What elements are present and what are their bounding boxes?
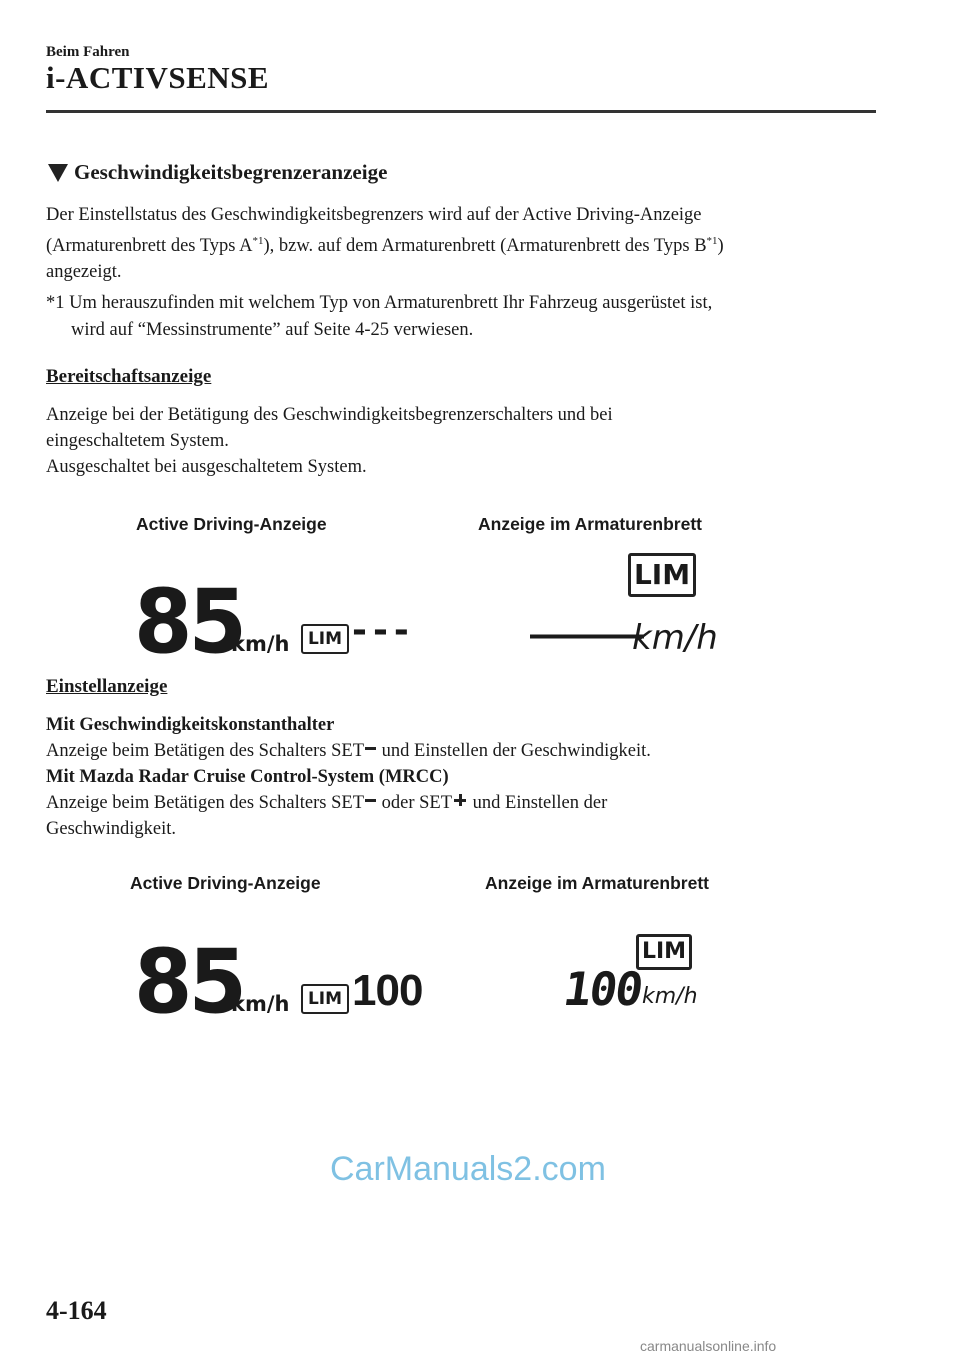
figure2-caption-right: Anzeige im Armaturenbrett	[485, 873, 709, 893]
figure2-right-lim-badge: LIM	[636, 934, 692, 970]
setting-line: Anzeige beim Betätigen des Schalters SET und Einstellen der Geschwindigkeit.	[46, 741, 651, 761]
figure1-right-value: ———	[530, 612, 641, 656]
section-title: i-ACTIVSENSE	[46, 60, 270, 95]
footnote-line: *1 Um herauszufinden mit welchem Typ von Armaturenbrett Ihr Fahrzeug ausgerüstet ist,	[46, 293, 713, 313]
figure1-right-unit: km/h	[632, 618, 718, 658]
setting-paragraph	[46, 712, 876, 842]
heading	[46, 160, 387, 185]
figure1-right-lim-badge: LIM	[628, 553, 696, 597]
footer-watermark: carmanualsonline.info	[640, 1338, 777, 1354]
setting-subheading: Mit Geschwindigkeitskonstanthalter	[46, 715, 335, 735]
figure2-caption-left: Active Driving-Anzeige	[130, 873, 321, 893]
standby-line: Anzeige bei der Betätigung des Geschwindigkeitsbegrenzerschalters und bei	[46, 405, 613, 425]
intro-paragraph	[46, 202, 876, 285]
figure1-unit: km/h	[231, 632, 290, 656]
figure2-speed: 85	[134, 930, 243, 1034]
intro-line: angezeigt.	[46, 262, 122, 283]
figure2-set-value: 100	[352, 966, 423, 1015]
standby-title: Bereitschaftsanzeige	[46, 366, 212, 387]
standby-line: eingeschaltetem System.	[46, 431, 229, 451]
footnote-line: wird auf “Messinstrumente” auf Seite 4-25 verwiesen.	[71, 320, 474, 340]
triangle-down-icon	[48, 164, 68, 182]
watermark: CarManuals2.com	[330, 1150, 606, 1188]
setting-subheading: Mit Mazda Radar Cruise Control-System (MRCC)	[46, 767, 449, 787]
figure2-unit: km/h	[231, 992, 290, 1016]
intro-line: Der Einstellstatus des Geschwindigkeitsbegrenzers wird auf der Active Driving-Anzeige	[46, 205, 702, 225]
figure1-caption-right: Anzeige im Armaturenbrett	[478, 514, 702, 534]
intro-line: (Armaturenbrett des Typs $A^{*1}$), bzw. auf dem Armaturenbrett (Armaturenbrett des Typs $B^{*1}$)	[46, 235, 724, 257]
figure1-set-value: ---	[352, 610, 415, 651]
setting-title: Einstellanzeige	[46, 676, 168, 697]
page-number: 4-164	[46, 1296, 107, 1325]
heading-text: Geschwindigkeitsbegrenzeranzeige	[74, 160, 388, 184]
figure1-caption-left: Active Driving-Anzeige	[136, 514, 327, 534]
footnote	[46, 290, 876, 344]
standby-line: Ausgeschaltet bei ausgeschaltetem System.	[46, 457, 367, 477]
section-label: Beim Fahren	[46, 44, 130, 60]
figure2-lim-badge: LIM	[301, 984, 349, 1014]
minus-icon	[365, 799, 376, 802]
setting-line: Geschwindigkeit.	[46, 819, 176, 839]
figure2-right-unit: km/h	[642, 984, 698, 1009]
figure1-speed: 85	[134, 570, 243, 674]
standby-paragraph	[46, 402, 876, 480]
figure1-lim-badge: LIM	[301, 624, 349, 654]
minus-icon	[365, 747, 376, 750]
figure2-right-value: 100	[560, 962, 645, 1016]
setting-line: Anzeige beim Betätigen des Schalters SET oder SET und Einstellen der	[46, 793, 608, 813]
header-rule	[46, 110, 876, 113]
plus-icon	[454, 794, 466, 806]
